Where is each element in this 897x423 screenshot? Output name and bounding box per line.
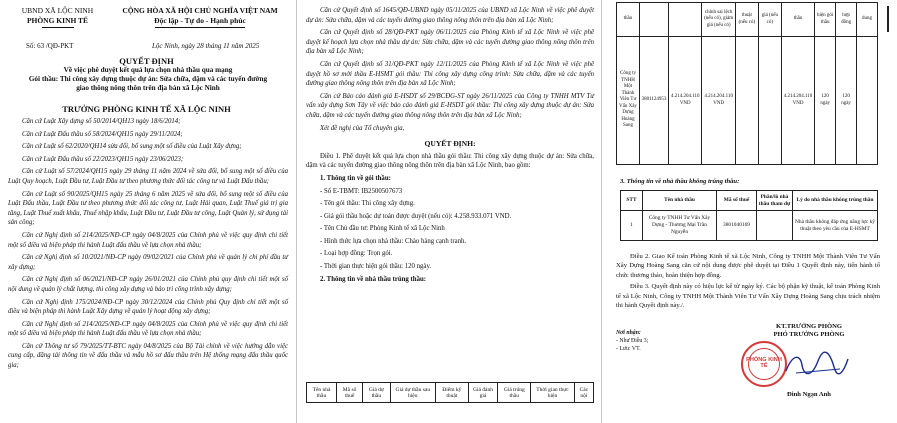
table-header-cell: hợp đồng	[836, 3, 857, 37]
package-info-item: - Hình thức lựa chọn nhà thầu: Chào hàng cạnh tranh.	[320, 237, 467, 245]
sign-title-1: KT.TRƯỞNG PHÒNG	[776, 323, 842, 330]
recipients-label: Nơi nhận:	[616, 330, 641, 336]
table-row	[621, 211, 878, 241]
package-info-item: - Loại hợp đồng: Trọn gói.	[320, 250, 393, 258]
recipients	[616, 329, 648, 353]
subject-line: Gói thầu: Thi công xây dựng thuộc dự án: Sửa chữa, dặm và các tuyến đường	[28, 75, 268, 83]
table-header-cell: Giá dự thầu	[363, 383, 390, 403]
loser-table	[620, 190, 878, 241]
package-info-item: - Giá gói thầu hoặc dự toán được duyệt (nếu có): 4.258.933.071 VND.	[320, 212, 512, 220]
winner-table-header	[306, 382, 594, 403]
legal-basis-item: Căn cứ Luật số 90/2025/QH15 ngày 25 tháng 6 năm 2025 về sửa đổi, bổ sung một số điều của Luật Đấu thầu, Luật Đầu tư theo phương thức đối tác công tư, Luật Hải quan, Luật Thuế giá trị gia tăng, Luật Thuế xuất khẩu, Thuế nhập khẩu, Luật Đầu tư, Luật Đầu tư công, Luật Quản lý, sử dụng tài sản công;	[8, 190, 288, 227]
document-date: Lộc Ninh, ngày 28 tháng 11 năm 2025	[152, 42, 260, 50]
winner-extra	[857, 37, 878, 165]
winner-duration: 120 ngày	[815, 37, 836, 165]
motto-underline	[155, 27, 245, 28]
legal-basis-item: Căn cứ Quyết định số 1645/QĐ-UBND ngày 05/11/2025 của UBND xã Lộc Ninh về việc phê duyệt dự án: Sửa chữa, dặm và các tuyến đường giao thông nông thôn trên địa bàn xã Lộc Ninh;	[306, 7, 594, 24]
nation-line-2: Độc lập - Tự do - Hạnh phúc	[154, 16, 246, 25]
table-header-cell: Mã số thuế	[717, 191, 757, 211]
winner-award-price: 4.214.204.110 VND	[781, 37, 814, 165]
winner-bid-price: 4.214.204.110 VND	[669, 37, 702, 165]
table-header-cell	[639, 3, 668, 37]
official-stamp	[741, 341, 787, 387]
issuing-agency	[10, 6, 105, 28]
legal-basis-item: Căn cứ Thông tư số 79/2025/TT-BTC ngày 04/8/2025 của Bộ Tài chính về việc hướng dẫn việc cung cấp, đăng tải thông tin về đấu thầu và mẫu hồ sơ đấu thầu trên Hệ thống mạng đấu thầu quốc gia;	[8, 342, 288, 370]
document-page-1	[0, 0, 293, 423]
subject-line: giao thông nông thôn trên địa bàn xã Lộc Ninh	[76, 84, 220, 92]
legal-basis-item: Căn cứ Nghị định 175/2024/NĐ-CP ngày 30/12/2024 của Chính phủ Quy định chi tiết một số điều và biện pháp thi hành Luật Xây dựng về quản lý hoạt động xây dựng;	[8, 298, 288, 316]
recipient-item: - Như Điều 3;	[616, 338, 649, 344]
winner-adjusted-price: 4.214.204.110 VND	[702, 37, 735, 165]
loser-part	[757, 211, 793, 241]
legal-basis-item: Căn cứ Quyết định số 28/QĐ-PKT ngày 06/11/2025 của Phòng Kinh tế xã Lộc Ninh về việc phê duyệt kế hoạch lựa chọn nhà thầu dự án: Sửa chữa, dặm và các tuyến đường giao thông nông thôn trên địa bàn xã Lộc Ninh;	[306, 29, 594, 56]
document-page-3	[604, 0, 884, 423]
legal-basis-item: Căn cứ Luật Xây dựng số 50/2014/QH13 ngày 18/6/2014;	[22, 118, 181, 125]
table-header-cell: STT	[621, 191, 643, 211]
legal-basis-item: Căn cứ Nghị định số 10/2021/NĐ-CP ngày 09/02/2021 của Chính phủ về quản lý chi phí đầu tư xây dựng;	[8, 254, 288, 271]
signer-titles	[734, 323, 884, 340]
table-header-row	[617, 3, 878, 37]
article-1: Điều 1. Phê duyệt kết quả lựa chọn nhà thầu gói thầu: Thi công xây dựng thuộc dự án: Sửa chữa, dặm và các tuyến đường giao thông nông thôn trên địa bàn xã Lộc Ninh, bao gồm:	[306, 152, 594, 170]
articles	[616, 252, 880, 312]
winner-tech-score	[735, 37, 758, 165]
recipient-item: - Lưu: VT.	[616, 346, 641, 352]
table-row	[617, 37, 878, 165]
table-header-cell: Mã số thuế	[337, 383, 363, 403]
nation-line-1: CỘNG HÒA XÃ HỘI CHỦ NGHĨA VIỆT NAM	[122, 6, 278, 15]
stamp-text: PHÒNG KINH TẾ	[746, 357, 782, 369]
decision-title: QUYẾT ĐỊNH:	[424, 139, 476, 149]
table-header-cell: Thời gian thực hiện	[531, 383, 574, 403]
table-header-cell: chỉnh sai lệch (nếu có), giảm giá (nếu có)	[702, 3, 735, 37]
page-divider	[601, 0, 602, 423]
agency-line-1: UBND XÃ LỘC NINH	[21, 6, 94, 15]
table-header-cell: Tên nhà thầu	[307, 383, 337, 403]
decision-body	[306, 6, 594, 287]
legal-basis-item: Căn cứ Luật số 57/2024/QH15 ngày 29 tháng 11 năm 2024 về sửa đổi, bổ sung một số điều của Luật Quy hoạch, Luật Đầu tư, Luật Đầu tư theo phương thức đối tác công tư và Luật Đấu thầu;	[8, 168, 288, 185]
winner-eval-price	[758, 37, 781, 165]
table-header-cell: Phần/lô nhà thầu tham dự	[757, 191, 793, 211]
signer-name: Đinh Ngạn Anh	[787, 391, 831, 398]
handwritten-signature	[782, 349, 852, 379]
document-type: QUYẾT ĐỊNH	[119, 56, 174, 66]
subject-line: Về việc phê duyệt kết quả lựa chọn nhà thầu qua mạng	[63, 66, 233, 74]
loser-stt: 1	[621, 211, 643, 241]
agency-underline	[42, 27, 74, 28]
section-3-title: 3. Thông tin về nhà thầu không trúng thầu:	[620, 178, 740, 185]
agency-line-2: PHÒNG KINH TẾ	[26, 16, 89, 25]
table-header-cell: Giá dự thầu sau hiệu	[390, 383, 435, 403]
section-2-title: 2. Thông tin về nhà thầu trúng thầu:	[320, 275, 427, 283]
document-subject	[8, 66, 288, 93]
table-header-cell: giá (nếu có)	[758, 3, 781, 37]
legal-basis-item: Căn cứ Nghị định số 214/2025/NĐ-CP ngày 04/8/2025 của Chính phủ về việc quy định chi tiết một số điều và biện pháp thi hành Luật đấu thầu về lựa chọn nhà thầu;	[8, 320, 288, 338]
table-header-cell: Giá trúng thầu	[498, 383, 531, 403]
table-header-cell: Lý do nhà thầu không trúng thầu	[793, 191, 878, 211]
package-info-item: - Thời gian thực hiện gói thầu: 120 ngày.	[320, 263, 432, 271]
sign-title-2: PHÓ TRƯỞNG PHÒNG	[773, 331, 845, 339]
legal-basis-item: Căn cứ Luật Đấu thầu số 22/2023/QH15 ngày 23/06/2023;	[22, 155, 184, 163]
legal-basis-item: Căn cứ Nghị định số 214/2025/NĐ-CP ngày 04/8/2025 của Chính phủ về việc quy định chi tiết một số điều và biện pháp thi hành Luật đấu thầu về lựa chọn nhà thầu;	[8, 231, 288, 249]
number-date-line	[0, 42, 293, 52]
table-header-cell: Các nội	[574, 383, 593, 403]
loser-name: Công ty TNHH Tư Vấn Xây Dựng - Thương Mại Trần Nguyễn	[643, 211, 717, 241]
winner-tax: 3801124953	[639, 37, 668, 165]
legal-basis-item: Căn cứ Nghị định số 06/2021/NĐ-CP ngày 26/01/2021 của Chính phủ quy định chi tiết một số nội dung về quản lý chất lượng, thi công xây dựng và bảo trì công trình xây dựng;	[8, 276, 288, 293]
package-info-item: - Tên gói thầu: Thi công xây dựng.	[320, 200, 415, 208]
legal-basis-item: Căn cứ Quyết định số 31/QĐ-PKT ngày 12/11/2025 của Phòng Kinh tế xã Lộc Ninh về việc phê duyệt hồ sơ mời thầu E-HSMT gói thầu: Thi công xây dựng công trình: Sửa chữa, dặm và các tuyến đường giao thông nông thôn trên địa bàn xã Lộc Ninh;	[306, 60, 594, 88]
text-cursor	[887, 6, 889, 32]
table-header-cell: thầu	[617, 3, 640, 37]
table-header-cell: Tên nhà thầu	[643, 191, 717, 211]
table-header-cell: hiện gói thầu	[815, 3, 836, 37]
table-header-cell: Điểm kỹ thuật	[435, 383, 468, 403]
package-info-item: - Số E-TBMT: IB2500507673	[320, 187, 403, 195]
page-divider	[296, 0, 297, 423]
article-2: Điều 2. Giao Kế toán Phòng Kinh tế xã Lộc Ninh, Công ty TNHH Một Thành Viên Tư Vấn Xây Dựng Hoàng Sang căn cứ nội dung được phê duyệt tại Điều 1 Quyết định này, tiến hành tổ chức thương thảo, hoàn thiện hợp đồng.	[616, 253, 880, 279]
legal-basis-item: Căn cứ Luật số 62/2020/QH14 sửa đổi, bổ sung một số điều của Luật Xây dựng;	[22, 143, 242, 151]
loser-reason: Nhà thầu không đáp ứng năng lực kỹ thuật theo yêu cầu của E-HSMT	[793, 211, 878, 241]
table-header-cell	[669, 3, 702, 37]
legal-basis-item: Xét đề nghị của Tổ chuyên gia,	[320, 124, 405, 132]
table-header-cell: Giá đánh giá	[468, 383, 498, 403]
table-header-row	[307, 383, 594, 403]
winner-name: Công ty TNHH Một Thành Viên Tư Vấn Xây Dựng Hoàng Sang	[617, 37, 640, 165]
winner-table	[616, 2, 878, 165]
section-1-title: 1. Thông tin về gói thầu:	[320, 174, 391, 182]
table-header-row	[621, 191, 878, 211]
document-number: Số: 63 /QĐ-PKT	[26, 42, 74, 50]
winner-contract: 120 ngày	[836, 37, 857, 165]
national-motto	[110, 6, 290, 28]
legal-basis-item: Căn cứ Luật Đấu thầu số 58/2024/QH15 ngày 29/11/2024;	[22, 130, 183, 138]
signature-block	[604, 323, 884, 423]
document-page-2	[300, 0, 600, 423]
table-header-cell: dung	[857, 3, 878, 37]
issuer-heading: TRƯỞNG PHÒNG KINH TẾ XÃ LỘC NINH	[62, 104, 231, 114]
document-header	[0, 6, 293, 46]
package-info-item: - Tên Chủ đầu tư: Phòng Kinh tế xã Lộc Ninh	[320, 225, 445, 233]
legal-basis-list	[8, 117, 288, 374]
table-header-cell: thầu	[781, 3, 814, 37]
table-header-cell: thuật (nếu có)	[735, 3, 758, 37]
article-3: Điều 3. Quyết định này có hiệu lực kể từ ngày ký. Các bộ phận kỹ thuật, kế toán Phòng Kinh tế xã Lộc Ninh, Công ty TNHH Một Thành Viên Tư Vấn Xây Dựng Hoàng Sang chịu trách nhiệm thi hành Quyết định này./.	[616, 283, 880, 310]
loser-tax: 3801040169	[717, 211, 757, 241]
legal-basis-item: Căn cứ Báo cáo đánh giá E-HSDT số 29/BCĐG-ST ngày 26/11/2025 của Công ty TNHH MTV Tư vấn xây dựng Sơn Tây về việc báo cáo đánh giá E-HSDT gói thầu: Thi công xây dựng thuộc dự án: Sửa chữa, dặm và các tuyến đường giao thông nông thôn trên địa bàn xã Lộc Ninh;	[306, 92, 594, 119]
